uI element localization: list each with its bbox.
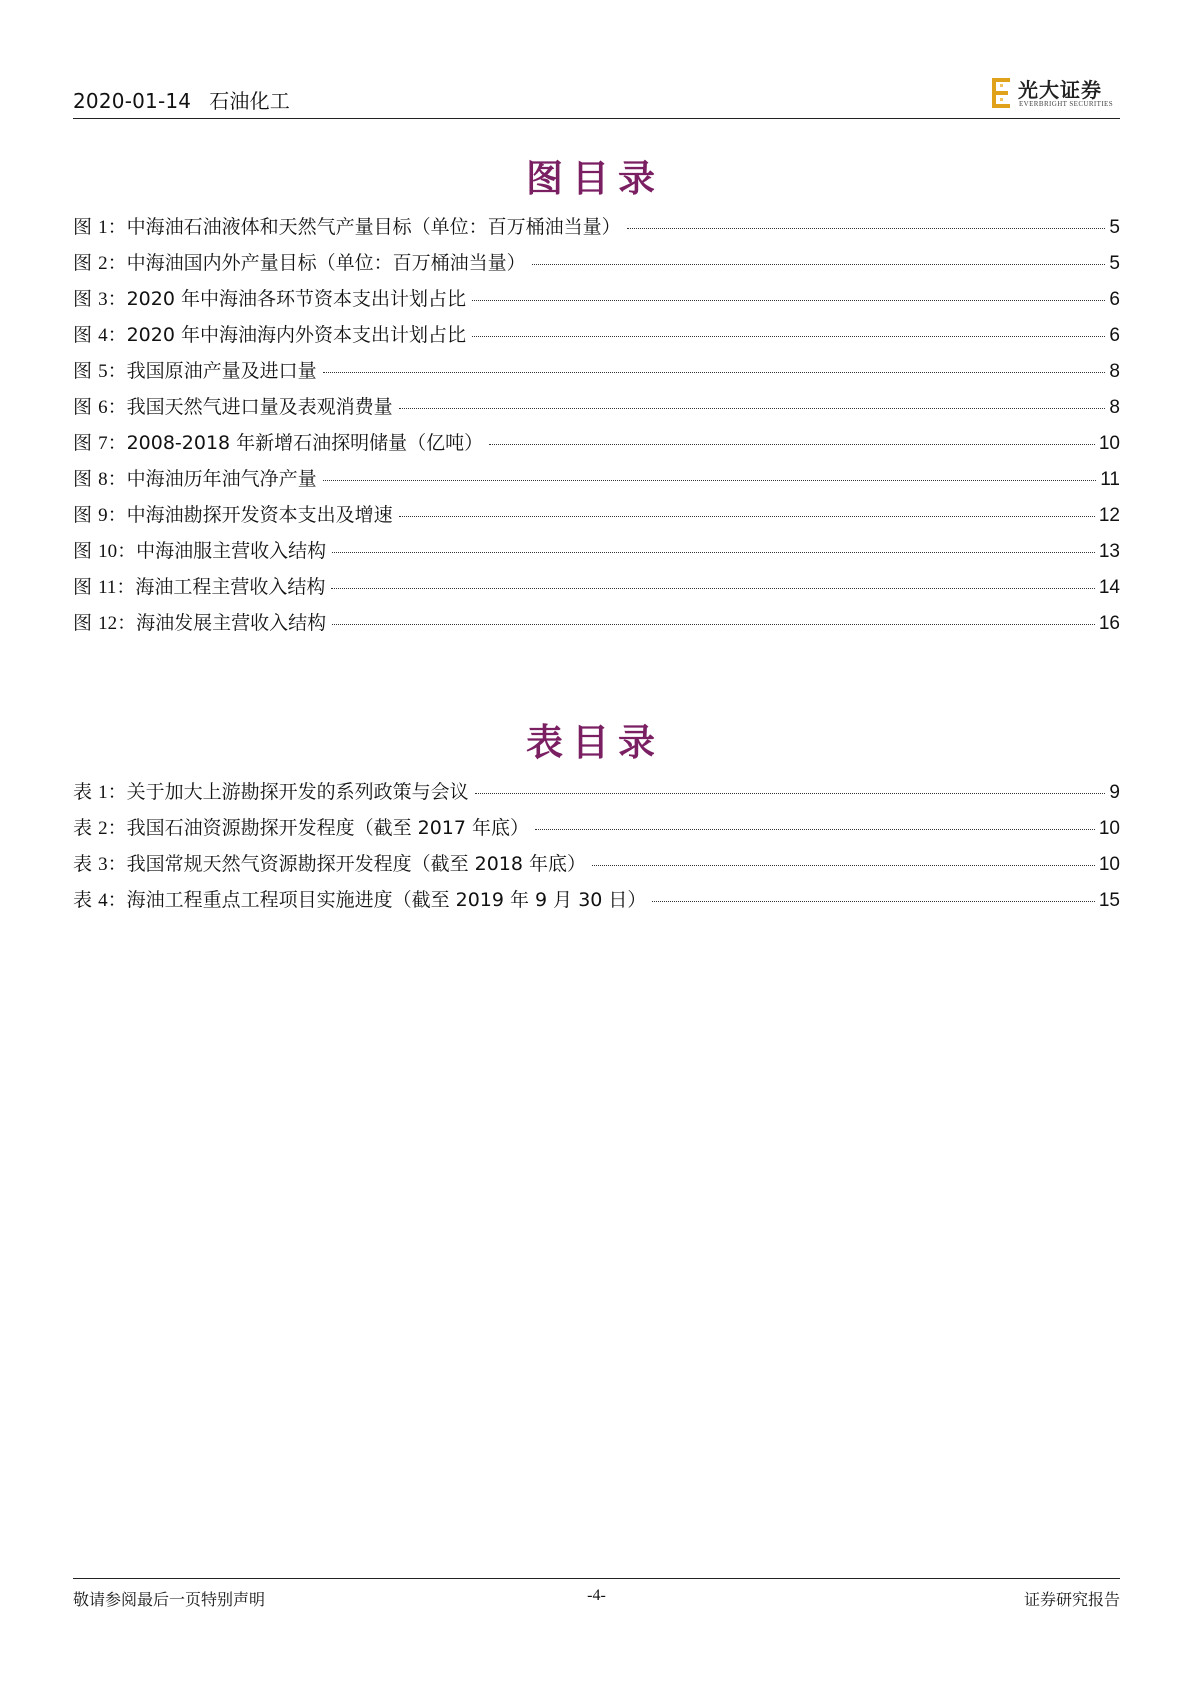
table-toc-entry[interactable] <box>73 777 1120 813</box>
toc-entry-prefix: 图 <box>73 360 93 382</box>
toc-entry-number: 2 <box>98 253 108 274</box>
toc-entry-text: ：我国天然气进口量及表观消费量 <box>107 396 393 418</box>
toc-entry-label[interactable] <box>73 428 485 455</box>
toc-entry-number: 4 <box>98 325 108 346</box>
logo-name-cn: 光大证券 <box>1018 78 1102 102</box>
toc-entry-number: 11 <box>98 577 117 598</box>
toc-entry-prefix: 图 <box>73 396 93 418</box>
tables-toc-title: 表目录 <box>526 720 664 764</box>
toc-leader-dots <box>489 444 1095 445</box>
figures-toc-title: 图目录 <box>526 156 664 200</box>
toc-entry-label[interactable] <box>73 248 528 275</box>
page-header <box>73 72 1120 119</box>
toc-entry-text: ：中海油历年油气净产量 <box>107 468 317 490</box>
toc-entry-label[interactable] <box>73 849 588 876</box>
figure-toc-entry[interactable] <box>73 536 1120 572</box>
toc-entry-prefix: 表 <box>73 889 93 911</box>
toc-leader-dots <box>475 793 1106 794</box>
toc-page-number[interactable]: 11 <box>1100 469 1120 490</box>
toc-entry-text: ：中海油石油液体和天然气产量目标（单位：百万桶油当量） <box>107 216 621 238</box>
toc-entry-label[interactable] <box>73 885 648 912</box>
toc-entry-text: ：2008-2018 年新增石油探明储量（亿吨） <box>107 432 484 454</box>
toc-page-number[interactable]: 8 <box>1109 361 1120 382</box>
toc-leader-dots <box>535 829 1095 830</box>
toc-leader-dots <box>472 300 1105 301</box>
toc-entry-prefix: 表 <box>73 781 93 803</box>
toc-page-number[interactable]: 10 <box>1098 818 1120 839</box>
toc-entry-label[interactable] <box>73 777 471 804</box>
toc-entry-label[interactable] <box>73 392 395 419</box>
figure-toc-entry[interactable] <box>73 284 1120 320</box>
toc-entry-number: 2 <box>98 818 108 839</box>
toc-entry-prefix: 图 <box>73 468 93 490</box>
toc-entry-label[interactable] <box>73 572 327 599</box>
toc-entry-prefix: 图 <box>73 576 93 598</box>
figure-toc-entry[interactable] <box>73 500 1120 536</box>
toc-entry-number: 3 <box>98 854 108 875</box>
toc-entry-number: 9 <box>98 505 108 526</box>
report-date: 2020-01-14 <box>73 89 192 113</box>
toc-leader-dots <box>532 264 1106 265</box>
toc-page-number[interactable]: 8 <box>1109 397 1120 418</box>
toc-entry-text: ：中海油勘探开发资本支出及增速 <box>107 504 393 526</box>
toc-entry-label[interactable] <box>73 356 319 383</box>
toc-entry-number: 1 <box>98 782 108 803</box>
footer-disclaimer: 敬请参阅最后一页特别声明 <box>73 1590 266 1609</box>
toc-entry-number: 6 <box>98 397 108 418</box>
toc-entry-prefix: 图 <box>73 216 93 238</box>
toc-entry-label[interactable] <box>73 212 623 239</box>
toc-page-number[interactable]: 5 <box>1109 253 1120 274</box>
toc-leader-dots <box>399 408 1106 409</box>
figure-toc-entry[interactable] <box>73 572 1120 608</box>
toc-entry-text: ：2020 年中海油海内外资本支出计划占比 <box>107 324 466 346</box>
toc-page-number[interactable]: 14 <box>1098 577 1120 598</box>
toc-page-number[interactable]: 15 <box>1098 890 1120 911</box>
figure-toc-entry[interactable] <box>73 212 1120 248</box>
tables-toc-list <box>73 777 1120 921</box>
toc-page-number[interactable]: 6 <box>1109 325 1120 346</box>
toc-page-number[interactable]: 13 <box>1098 541 1120 562</box>
toc-entry-prefix: 图 <box>73 432 93 454</box>
toc-entry-text: ：海油工程重点工程项目实施进度（截至 2019 年 9 月 30 日） <box>107 889 647 911</box>
figure-toc-entry[interactable] <box>73 356 1120 392</box>
table-toc-entry[interactable] <box>73 885 1120 921</box>
page-footer <box>73 1578 1120 1611</box>
toc-entry-number: 5 <box>98 361 108 382</box>
toc-entry-number: 1 <box>98 217 108 238</box>
toc-entry-prefix: 图 <box>73 288 93 310</box>
header-info <box>73 85 290 114</box>
figure-toc-entry[interactable] <box>73 320 1120 356</box>
toc-entry-number: 12 <box>98 613 118 634</box>
toc-leader-dots <box>399 516 1095 517</box>
toc-leader-dots <box>627 228 1106 229</box>
toc-entry-label[interactable] <box>73 608 328 635</box>
footer-report-type: 证券研究报告 <box>1023 1590 1120 1609</box>
toc-entry-prefix: 图 <box>73 324 93 346</box>
figure-toc-entry[interactable] <box>73 608 1120 644</box>
toc-entry-text: ：中海油国内外产量目标（单位：百万桶油当量） <box>107 252 526 274</box>
toc-entry-label[interactable] <box>73 320 468 347</box>
toc-entry-text: ：我国石油资源勘探开发程度（截至 2017 年底） <box>107 817 529 839</box>
toc-entry-text: ：海油发展主营收入结构 <box>117 612 327 634</box>
toc-leader-dots <box>331 588 1094 589</box>
toc-leader-dots <box>472 336 1105 337</box>
toc-entry-text: ：关于加大上游勘探开发的系列政策与会议 <box>107 781 469 803</box>
toc-entry-number: 10 <box>98 541 118 562</box>
toc-entry-text: ：海油工程主营收入结构 <box>116 576 326 598</box>
toc-leader-dots <box>652 901 1094 902</box>
toc-entry-prefix: 图 <box>73 540 93 562</box>
logo-name-en: EVERBRIGHT SECURITIES <box>1019 100 1114 108</box>
toc-page-number[interactable]: 6 <box>1109 289 1120 310</box>
toc-entry-number: 7 <box>98 433 108 454</box>
figure-toc-entry[interactable] <box>73 248 1120 284</box>
toc-entry-prefix: 图 <box>73 612 93 634</box>
toc-entry-text: ：中海油服主营收入结构 <box>117 540 327 562</box>
toc-leader-dots <box>332 624 1095 625</box>
everbright-logo-icon <box>990 78 1012 108</box>
page-number: -4- <box>587 1587 606 1604</box>
toc-entry-label[interactable] <box>73 813 531 840</box>
report-sector: 石油化工 <box>209 89 291 113</box>
toc-entry-number: 8 <box>98 469 108 490</box>
figure-toc-entry[interactable] <box>73 464 1120 500</box>
figure-toc-entry[interactable] <box>73 392 1120 428</box>
figure-toc-entry[interactable] <box>73 428 1120 464</box>
toc-leader-dots <box>592 865 1095 866</box>
toc-leader-dots <box>323 372 1106 373</box>
toc-entry-label[interactable] <box>73 536 328 563</box>
table-toc-entry[interactable] <box>73 813 1120 849</box>
table-toc-entry[interactable] <box>73 849 1120 885</box>
figures-toc-list <box>73 212 1120 644</box>
toc-entry-prefix: 图 <box>73 504 93 526</box>
toc-entry-prefix: 图 <box>73 252 93 274</box>
toc-leader-dots <box>332 552 1095 553</box>
toc-entry-label[interactable] <box>73 284 468 311</box>
toc-entry-prefix: 表 <box>73 853 93 875</box>
toc-entry-number: 4 <box>98 890 108 911</box>
toc-page-number[interactable]: 9 <box>1109 782 1120 803</box>
toc-entry-text: ：我国常规天然气资源勘探开发程度（截至 2018 年底） <box>107 853 586 875</box>
toc-entry-text: ：2020 年中海油各环节资本支出计划占比 <box>107 288 466 310</box>
toc-entry-label[interactable] <box>73 464 319 491</box>
toc-entry-label[interactable] <box>73 500 395 527</box>
company-logo <box>990 72 1120 112</box>
toc-page-number[interactable]: 12 <box>1098 505 1120 526</box>
toc-entry-number: 3 <box>98 289 108 310</box>
toc-page-number[interactable]: 16 <box>1098 613 1120 634</box>
toc-page-number[interactable]: 5 <box>1109 217 1120 238</box>
toc-page-number[interactable]: 10 <box>1098 433 1120 454</box>
toc-leader-dots <box>323 480 1097 481</box>
toc-entry-text: ：我国原油产量及进口量 <box>107 360 317 382</box>
toc-page-number[interactable]: 10 <box>1098 854 1120 875</box>
toc-entry-prefix: 表 <box>73 817 93 839</box>
